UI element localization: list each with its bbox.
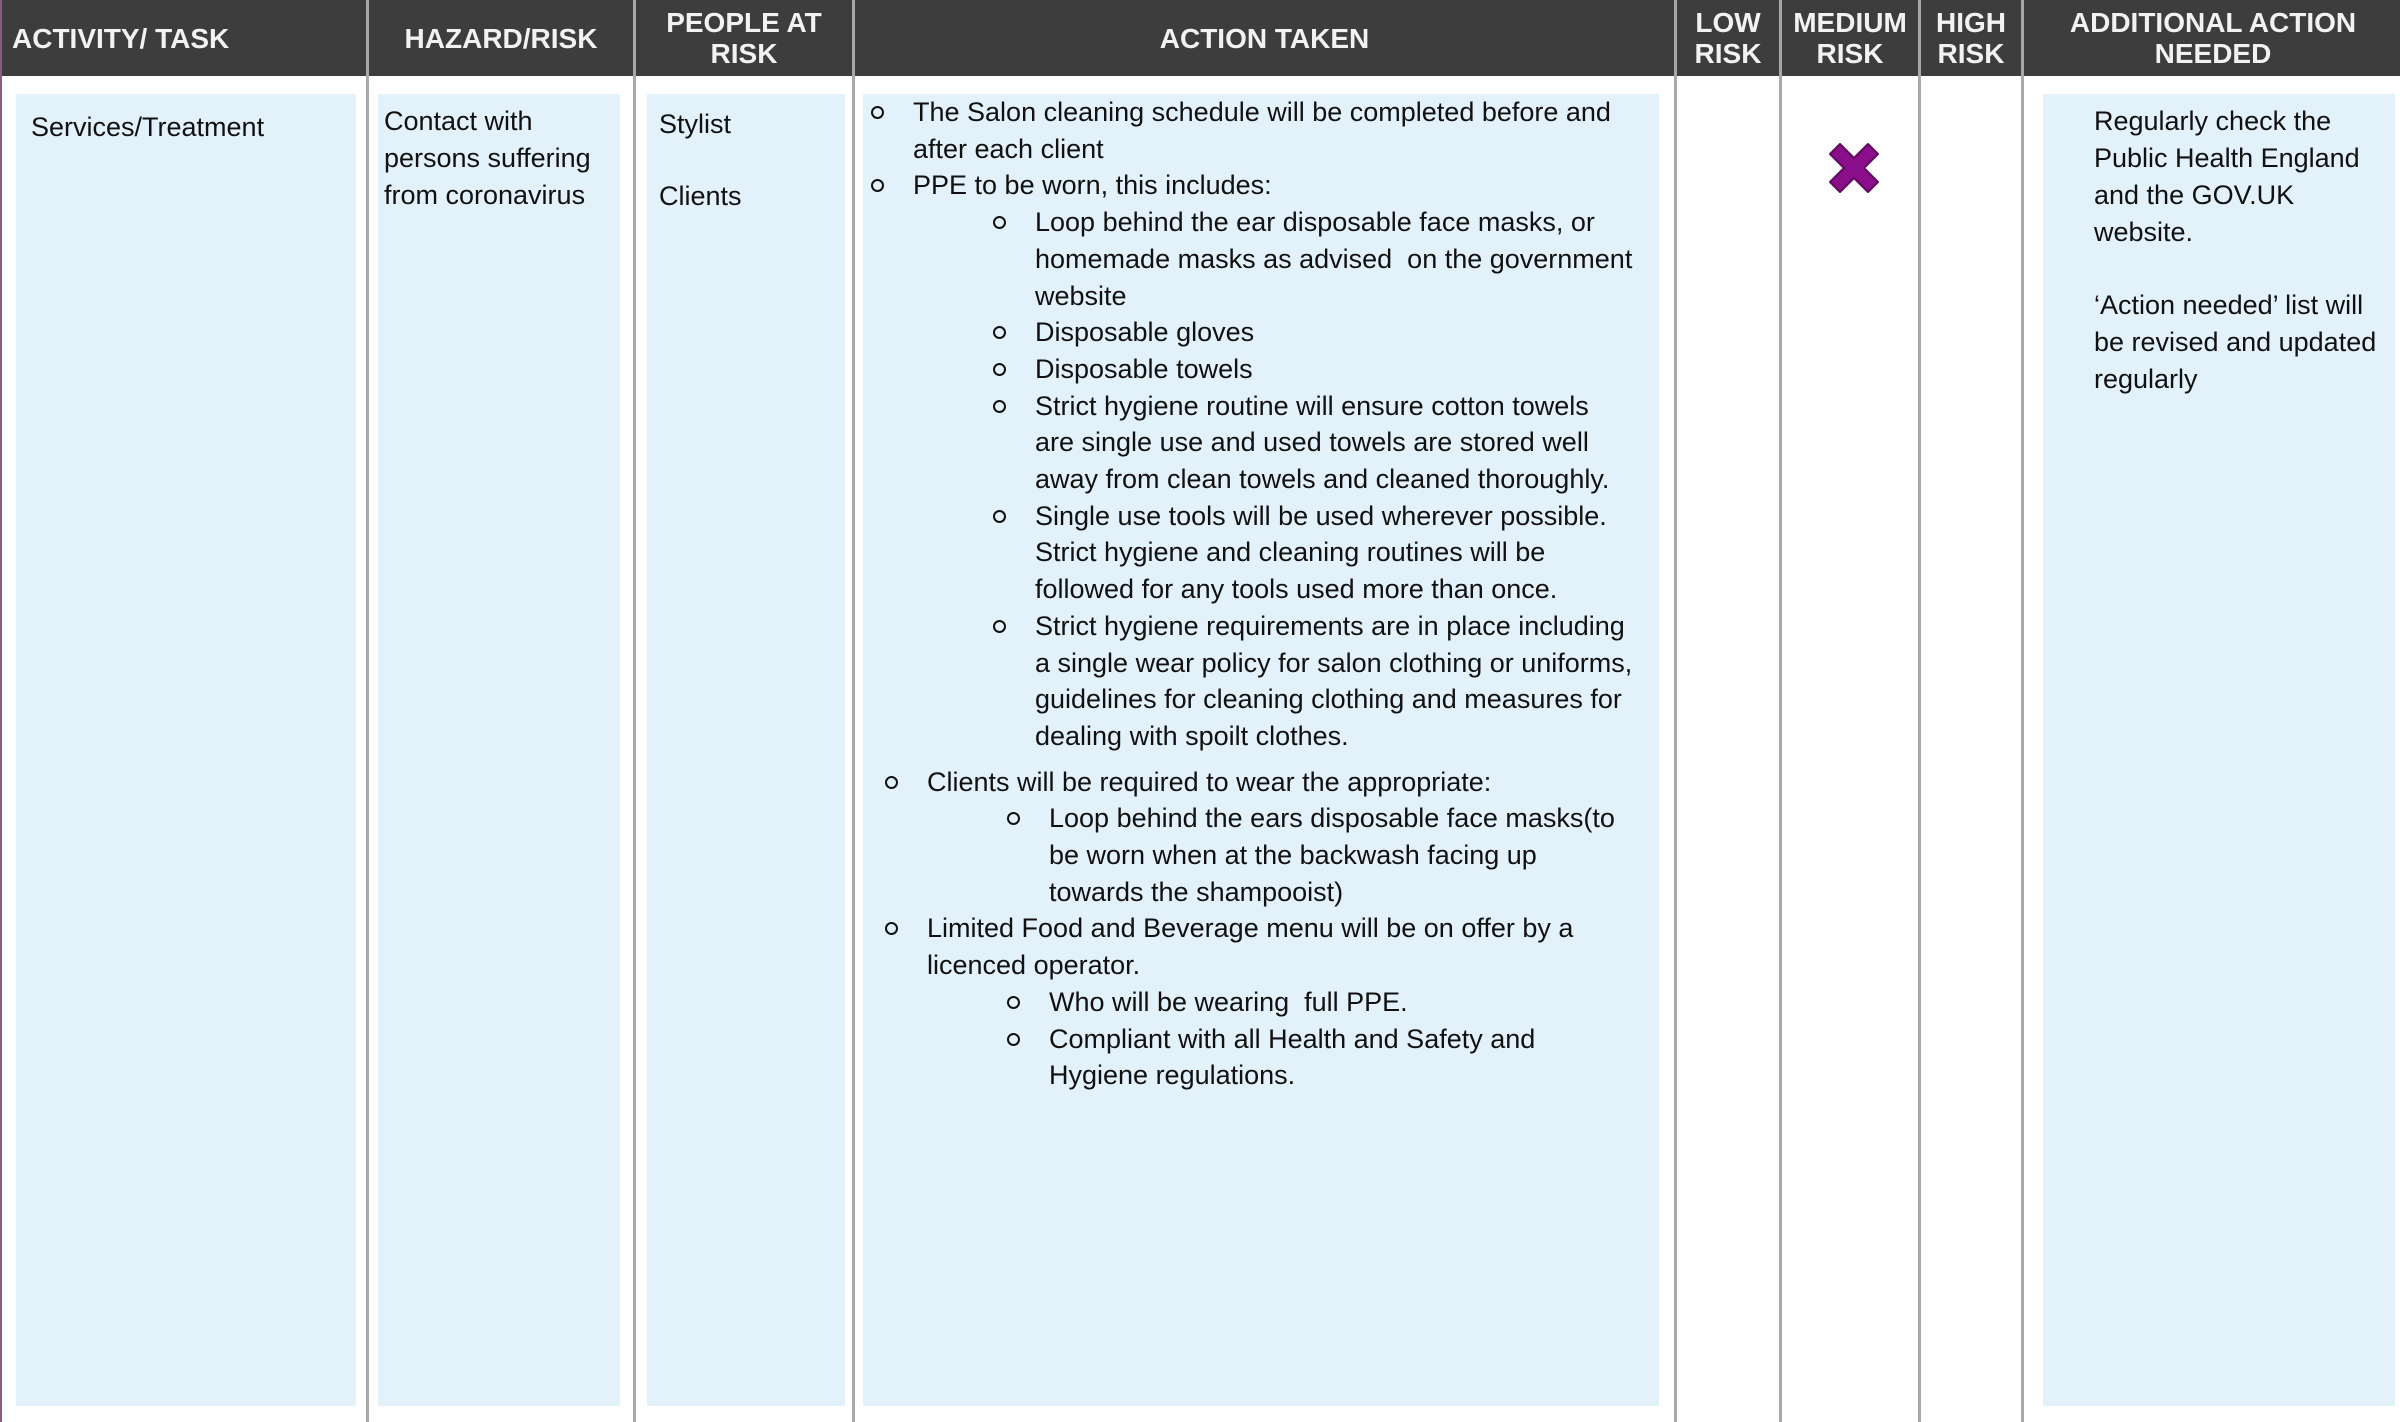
header-medium-risk: MEDIUM RISK bbox=[1793, 7, 1907, 69]
action-line: Compliant with all Health and Safety and bbox=[1049, 1023, 1536, 1054]
action-line: followed for any tools used more than once. bbox=[1035, 574, 1558, 605]
action-line: Disposable towels bbox=[1035, 353, 1253, 384]
people-item: Stylist bbox=[659, 109, 732, 139]
column-divider bbox=[852, 0, 855, 1422]
list-bullet bbox=[993, 620, 1006, 633]
additional-text: ‘Action needed’ list will be revised and updated regularly bbox=[2094, 290, 2377, 394]
column-divider bbox=[1918, 0, 1921, 1422]
cell-additional-action bbox=[2043, 94, 2395, 1406]
list-bullet bbox=[1007, 996, 1020, 1009]
list-bullet bbox=[993, 400, 1006, 413]
action-line: Limited Food and Beverage menu will be on offer by a bbox=[927, 913, 1574, 944]
action-line: away from clean towels and cleaned thoroughly. bbox=[1035, 464, 1610, 494]
action-line: Loop behind the ear disposable face masks, or bbox=[1035, 207, 1595, 238]
action-line: Clients will be required to wear the appropriate: bbox=[927, 766, 1492, 797]
list-bullet bbox=[993, 363, 1006, 376]
action-line: a single wear policy for salon clothing or uniforms, bbox=[1035, 647, 1633, 678]
additional-text: Regularly check the Public Health England and the GOV.UK website. bbox=[2094, 106, 2360, 247]
cell-action-taken bbox=[863, 94, 1659, 1406]
column-divider bbox=[1674, 0, 1677, 1422]
cell-people-at-risk bbox=[647, 94, 845, 1406]
cross-mark-icon bbox=[1824, 138, 1884, 198]
action-line: Loop behind the ears disposable face masks(to bbox=[1049, 803, 1615, 834]
action-line: guidelines for cleaning clothing and measures for bbox=[1035, 684, 1622, 715]
header-high-risk: HIGH RISK bbox=[1936, 7, 2006, 69]
action-line: Single use tools will be used wherever possible. bbox=[1035, 500, 1607, 531]
action-line: towards the shampooist) bbox=[1049, 876, 1344, 907]
list-bullet bbox=[885, 776, 898, 789]
list-bullet bbox=[885, 922, 898, 935]
action-line: licenced operator. bbox=[927, 950, 1141, 981]
header-low-risk: LOW RISK bbox=[1694, 7, 1762, 69]
list-bullet bbox=[993, 326, 1006, 339]
action-line: Hygiene regulations. bbox=[1049, 1060, 1296, 1091]
cell-hazard bbox=[378, 94, 620, 1406]
action-line: Strict hygiene and cleaning routines will be bbox=[1035, 537, 1546, 568]
action-line: after each client bbox=[913, 133, 1104, 164]
table-header-row bbox=[2, 0, 2400, 76]
header-additional-action: ADDITIONAL ACTION NEEDED bbox=[2069, 7, 2357, 69]
header-activity-task: ACTIVITY/ TASK bbox=[12, 22, 230, 54]
action-line: Strict hygiene routine will ensure cotton towels bbox=[1035, 390, 1589, 421]
list-bullet bbox=[871, 106, 884, 119]
header-action-taken: ACTION TAKEN bbox=[1159, 22, 1370, 54]
list-bullet bbox=[993, 510, 1006, 523]
action-line: homemade masks as advised on the government bbox=[1035, 243, 1633, 274]
list-bullet bbox=[1007, 1033, 1020, 1046]
list-bullet bbox=[993, 216, 1006, 229]
action-line: be worn when at the backwash facing up bbox=[1049, 840, 1537, 870]
column-divider bbox=[633, 0, 636, 1422]
action-line: Disposable gloves bbox=[1035, 317, 1255, 348]
column-divider bbox=[366, 0, 369, 1422]
cell-activity bbox=[16, 94, 356, 1406]
column-divider bbox=[1779, 0, 1782, 1422]
list-bullet bbox=[1007, 812, 1020, 825]
action-line: dealing with spoilt clothes. bbox=[1035, 720, 1349, 751]
action-line: The Salon cleaning schedule will be completed before and bbox=[913, 97, 1611, 127]
hazard-text: Contact with persons suffering from coronavirus bbox=[384, 106, 591, 210]
action-line: website bbox=[1035, 280, 1127, 311]
list-bullet bbox=[871, 179, 884, 192]
action-line: Strict hygiene requirements are in place including bbox=[1035, 610, 1625, 641]
activity-text: Services/Treatment bbox=[31, 112, 265, 142]
header-people-at-risk: PEOPLE AT RISK bbox=[666, 7, 822, 69]
column-divider bbox=[2021, 0, 2024, 1422]
people-item: Clients bbox=[659, 181, 742, 211]
action-line: are single use and used towels are stored well bbox=[1035, 427, 1589, 458]
action-line: PPE to be worn, this includes: bbox=[913, 170, 1272, 201]
header-hazard-risk: HAZARD/RISK bbox=[404, 22, 598, 54]
action-line: Who will be wearing full PPE. bbox=[1049, 986, 1408, 1017]
